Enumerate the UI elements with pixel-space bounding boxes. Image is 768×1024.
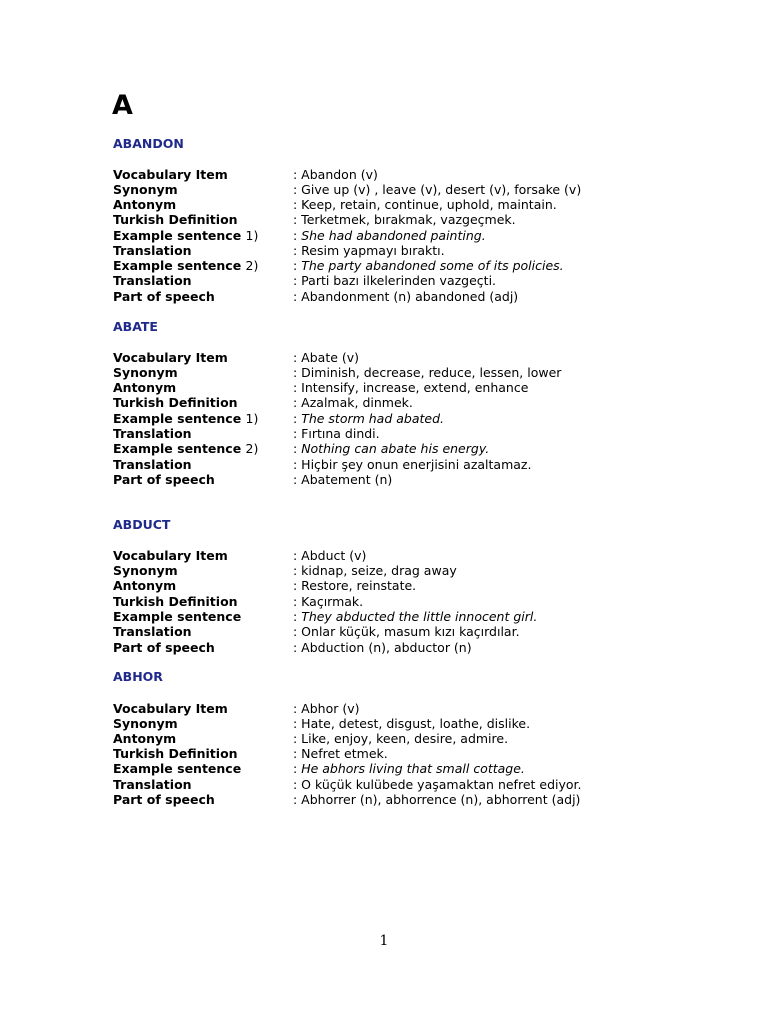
row-label: Translation (113, 777, 192, 792)
row-label: Part of speech (113, 640, 215, 655)
row-value: : Azalmak, dinmek. (293, 395, 413, 410)
row-value: : Abhor (v) (293, 701, 360, 716)
row-value: : Abduct (v) (293, 548, 367, 563)
row-translation (113, 243, 733, 258)
row-value: : Nothing can abate his energy. (293, 441, 490, 456)
example-sentence-text: The storm had abated. (301, 411, 445, 426)
row-label: Turkish Definition (113, 395, 238, 410)
row-value: : The party abandoned some of its policies. (293, 258, 564, 273)
row-turkish-definition (113, 746, 733, 761)
row-label: Part of speech (113, 792, 215, 807)
row-translation (113, 624, 733, 639)
row-label: Translation (113, 243, 192, 258)
row-label-text: Example sentence (113, 258, 242, 273)
row-vocabulary-item (113, 167, 733, 182)
row-value: : Fırtına dindi. (293, 426, 380, 441)
row-part-of-speech (113, 792, 733, 807)
row-turkish-definition (113, 212, 733, 227)
example-number: 1) (245, 228, 259, 243)
row-label: Synonym (113, 365, 178, 380)
row-value: : Like, enjoy, keen, desire, admire. (293, 731, 509, 746)
row-value: : Terketmek, bırakmak, vazgeçmek. (293, 212, 516, 227)
row-label: Vocabulary Item (113, 350, 228, 365)
row-label: Synonym (113, 563, 178, 578)
row-label: Synonym (113, 182, 178, 197)
example-number: 2) (245, 258, 259, 273)
example-sentence-text: They abducted the little innocent girl. (301, 609, 538, 624)
row-label: Vocabulary Item (113, 167, 228, 182)
row-vocabulary-item (113, 548, 733, 563)
row-label: Part of speech (113, 289, 215, 304)
row-label: Translation (113, 457, 192, 472)
example-sentence-text: Nothing can abate his energy. (301, 441, 490, 456)
row-turkish-definition (113, 594, 733, 609)
row-label: Turkish Definition (113, 746, 238, 761)
row-value: : Restore, reinstate. (293, 578, 417, 593)
row-label: Turkish Definition (113, 594, 238, 609)
row-translation (113, 273, 733, 288)
row-synonym (113, 563, 733, 578)
row-antonym (113, 197, 733, 212)
row-value: : Nefret etmek. (293, 746, 388, 761)
row-label: Antonym (113, 380, 177, 395)
row-example-sentence-1 (113, 228, 733, 243)
row-value: : Abandon (v) (293, 167, 378, 182)
row-part-of-speech (113, 640, 733, 655)
row-value: : Abate (v) (293, 350, 360, 365)
entry-title-abhor: ABHOR (113, 669, 163, 684)
row-label: Translation (113, 426, 192, 441)
row-label-text: Example sentence (113, 411, 242, 426)
row-synonym (113, 365, 733, 380)
row-value: : Parti bazı ilkelerinden vazgeçti. (293, 273, 497, 288)
entry-title-abate: ABATE (113, 319, 158, 334)
row-antonym (113, 578, 733, 593)
row-value: : O küçük kulübede yaşamaktan nefret ediyor. (293, 777, 582, 792)
row-example-sentence (113, 609, 733, 624)
row-label: Antonym (113, 197, 177, 212)
row-label: Turkish Definition (113, 212, 238, 227)
row-part-of-speech (113, 289, 733, 304)
row-antonym (113, 731, 733, 746)
row-example-sentence (113, 761, 733, 776)
row-label: Vocabulary Item (113, 701, 228, 716)
row-value: : Hate, detest, disgust, loathe, dislike. (293, 716, 531, 731)
row-value: : Give up (v) , leave (v), desert (v), forsake (v) (293, 182, 582, 197)
page-number: 1 (379, 933, 389, 949)
row-value: : Abduction (n), abductor (n) (293, 640, 472, 655)
entry-title-abduct: ABDUCT (113, 517, 171, 532)
row-label (113, 441, 258, 456)
row-value: : Diminish, decrease, reduce, lessen, lower (293, 365, 562, 380)
row-label: Example sentence (113, 761, 242, 776)
row-value: : Hiçbir şey onun enerjisini azaltamaz. (293, 457, 532, 472)
row-value: : They abducted the little innocent girl. (293, 609, 538, 624)
row-label (113, 258, 258, 273)
example-sentence-text: She had abandoned painting. (301, 228, 486, 243)
example-number: 1) (245, 411, 259, 426)
row-part-of-speech (113, 472, 733, 487)
row-value: : She had abandoned painting. (293, 228, 486, 243)
section-letter: A (112, 90, 133, 121)
row-turkish-definition (113, 395, 733, 410)
row-value: : The storm had abated. (293, 411, 445, 426)
row-label-text: Example sentence (113, 228, 242, 243)
row-vocabulary-item (113, 350, 733, 365)
entry-title-abandon: ABANDON (113, 136, 184, 151)
row-value: : He abhors living that small cottage. (293, 761, 525, 776)
row-label (113, 228, 258, 243)
row-example-sentence-1 (113, 411, 733, 426)
example-sentence-text: The party abandoned some of its policies. (301, 258, 564, 273)
row-example-sentence-2 (113, 441, 733, 456)
row-vocabulary-item (113, 701, 733, 716)
row-value: : Kaçırmak. (293, 594, 364, 609)
example-number: 2) (245, 441, 259, 456)
row-label: Antonym (113, 731, 177, 746)
row-synonym (113, 182, 733, 197)
row-value: : Abandonment (n) abandoned (adj) (293, 289, 519, 304)
row-value: : Keep, retain, continue, uphold, maintain. (293, 197, 557, 212)
row-translation (113, 457, 733, 472)
row-label: Vocabulary Item (113, 548, 228, 563)
row-label (113, 411, 258, 426)
row-example-sentence-2 (113, 258, 733, 273)
row-label: Synonym (113, 716, 178, 731)
row-value: : kidnap, seize, drag away (293, 563, 457, 578)
row-label: Antonym (113, 578, 177, 593)
example-sentence-text: He abhors living that small cottage. (301, 761, 525, 776)
row-label: Example sentence (113, 609, 242, 624)
row-synonym (113, 716, 733, 731)
row-label-text: Example sentence (113, 441, 242, 456)
row-translation (113, 426, 733, 441)
row-value: : Intensify, increase, extend, enhance (293, 380, 529, 395)
row-translation (113, 777, 733, 792)
row-label: Translation (113, 273, 192, 288)
row-value: : Resim yapmayı bıraktı. (293, 243, 445, 258)
row-value: : Abhorrer (n), abhorrence (n), abhorrent (adj) (293, 792, 581, 807)
row-value: : Onlar küçük, masum kızı kaçırdılar. (293, 624, 520, 639)
row-antonym (113, 380, 733, 395)
row-label: Translation (113, 624, 192, 639)
row-value: : Abatement (n) (293, 472, 393, 487)
row-label: Part of speech (113, 472, 215, 487)
